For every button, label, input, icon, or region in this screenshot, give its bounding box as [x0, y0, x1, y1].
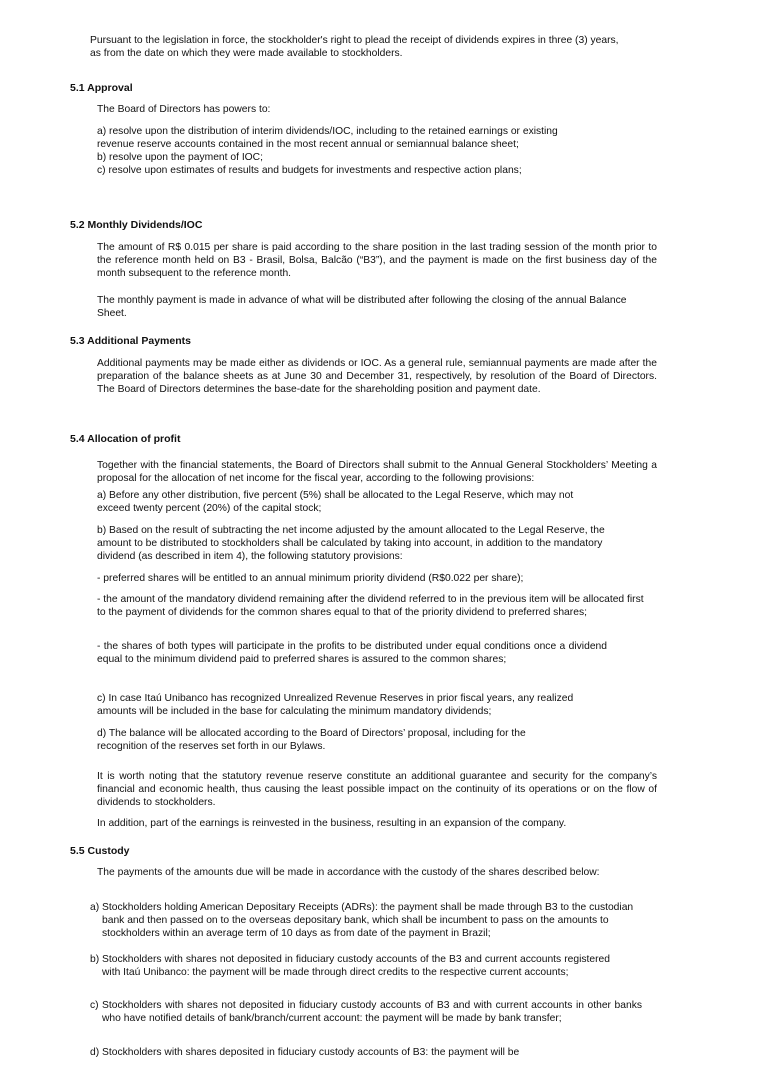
- allocation-dash-2: - the amount of the mandatory dividend remaining after the dividend referred to in the previous item will be allocated first to the payment of dividends for the common shares equal to that of the priority dividend to preferred shares;: [97, 594, 644, 618]
- approval-lead: The Board of Directors has powers to:: [97, 104, 271, 115]
- allocation-paragraph-1: Together with the financial statements, the Board of Directors shall submit to the Annual General Stockholders’ Meeting a proposal for the allocation of net income for the fiscal year, according to the following provisions:: [97, 460, 657, 484]
- custody-item-text: Stockholders holding American Depositary Receipts (ADRs): the payment shall be made through B3 to the custodian bank and then passed on to the overseas depositary bank, which shall be incumbent to pass on the amounts to stockholders within an average term of 10 days as from date of the payment in Brazil;: [102, 902, 634, 939]
- approval-item-c: c) resolve upon estimates of results and budgets for investments and respective action plans;: [97, 165, 522, 176]
- monthly-paragraph-1: The amount of R$ 0.015 per share is paid according to the share position in the last trading session of the month prior to the reference month held on B3 - Brasil, Bolsa, Balcão (“B3”), and the payment is made on the first business day of the month subsequent to the reference month.: [97, 242, 657, 279]
- approval-item-a: a) resolve upon the distribution of interim dividends/IOC, including to the retained earnings or existing revenue reserve accounts contained in the most recent annual or semiannual balance sheet;: [97, 126, 558, 150]
- allocation-item-c: c) In case Itaú Unibanco has recognized Unrealized Revenue Reserves in prior fiscal years, any realized amounts will be included in the base for calculating the minimum mandatory dividends;: [97, 693, 574, 717]
- allocation-dash-3: - the shares of both types will participate in the profits to be distributed under equal conditions once a dividend equal to the minimum dividend paid to preferred shares is assured to the common shares;: [97, 641, 607, 665]
- section-heading-5-5: 5.5 Custody: [70, 845, 130, 857]
- custody-item-text: Stockholders with shares deposited in fiduciary custody accounts of B3: the payment will be: [102, 1047, 520, 1058]
- allocation-paragraph-3: In addition, part of the earnings is reinvested in the business, resulting in an expansion of the company.: [97, 818, 567, 829]
- approval-item-b: b) resolve upon the payment of IOC;: [97, 152, 263, 163]
- allocation-item-d: d) The balance will be allocated according to the Board of Directors’ proposal, including for the recognition of the reserves set forth in our Bylaws.: [97, 728, 526, 752]
- allocation-item-b: b) Based on the result of subtracting the net income adjusted by the amount allocated to the Legal Reserve, the amount to be distributed to stockholders shall be calculated by taking into account, in addition to the mandatory dividend (as described in item 4), the following statutory provisions:: [97, 525, 605, 562]
- monthly-paragraph-2: The monthly payment is made in advance of what will be distributed after following the closing of the annual Balance Sheet.: [97, 295, 627, 319]
- custody-item: [90, 1046, 657, 1059]
- custody-paragraph: The payments of the amounts due will be made in accordance with the custody of the shares described below:: [97, 867, 600, 878]
- section-heading-5-2: 5.2 Monthly Dividends/IOC: [70, 219, 203, 231]
- section-heading-5-3: 5.3 Additional Payments: [70, 335, 191, 347]
- section-heading-5-1: 5.1 Approval: [70, 82, 133, 94]
- section-heading-5-4: 5.4 Allocation of profit: [70, 433, 181, 445]
- allocation-dash-1: - preferred shares will be entitled to an annual minimum priority dividend (R$0.022 per share);: [97, 573, 524, 584]
- custody-item: [90, 953, 657, 979]
- custody-item: [90, 999, 657, 1025]
- custody-item-text: Stockholders with shares not deposited in fiduciary custody accounts of the B3 and current accounts registered with Itaú Unibanco: the payment will be made through direct credits to the respective current accounts;: [102, 954, 610, 978]
- additional-payments-paragraph: Additional payments may be made either as dividends or IOC. As a general rule, semiannual payments are made after the preparation of the balance sheets as at June 30 and December 31, respectively, by resolution of the Board of Directors. The Board of Directors determines the base-date for the shareholding position and payment date.: [97, 358, 657, 395]
- allocation-item-a: a) Before any other distribution, five percent (5%) shall be allocated to the Legal Reserve, which may not exceed twenty percent (20%) of the capital stock;: [97, 490, 574, 514]
- custody-item: [90, 901, 657, 940]
- allocation-paragraph-2: It is worth noting that the statutory revenue reserve constitute an additional guarantee and security for the company’s financial and economic health, thus causing the least possible impact on the continuity of its operations or on the flow of dividends to stockholders.: [97, 771, 657, 808]
- custody-item-marker: d): [90, 1047, 100, 1058]
- intro-paragraph: Pursuant to the legislation in force, the stockholder's right to plead the receipt of dividends expires in three (3) years, as from the date on which they were made available to stockholders.: [90, 35, 619, 59]
- custody-item-marker: b): [90, 954, 100, 965]
- custody-item-marker: a): [90, 902, 100, 913]
- custody-item-text: Stockholders with shares not deposited in fiduciary custody accounts of B3 and with current accounts in other banks who have notified details of bank/branch/current account: the payment will be made by bank transfer;: [102, 1000, 642, 1024]
- custody-item-marker: c): [90, 1000, 99, 1011]
- approval-list: [97, 125, 587, 177]
